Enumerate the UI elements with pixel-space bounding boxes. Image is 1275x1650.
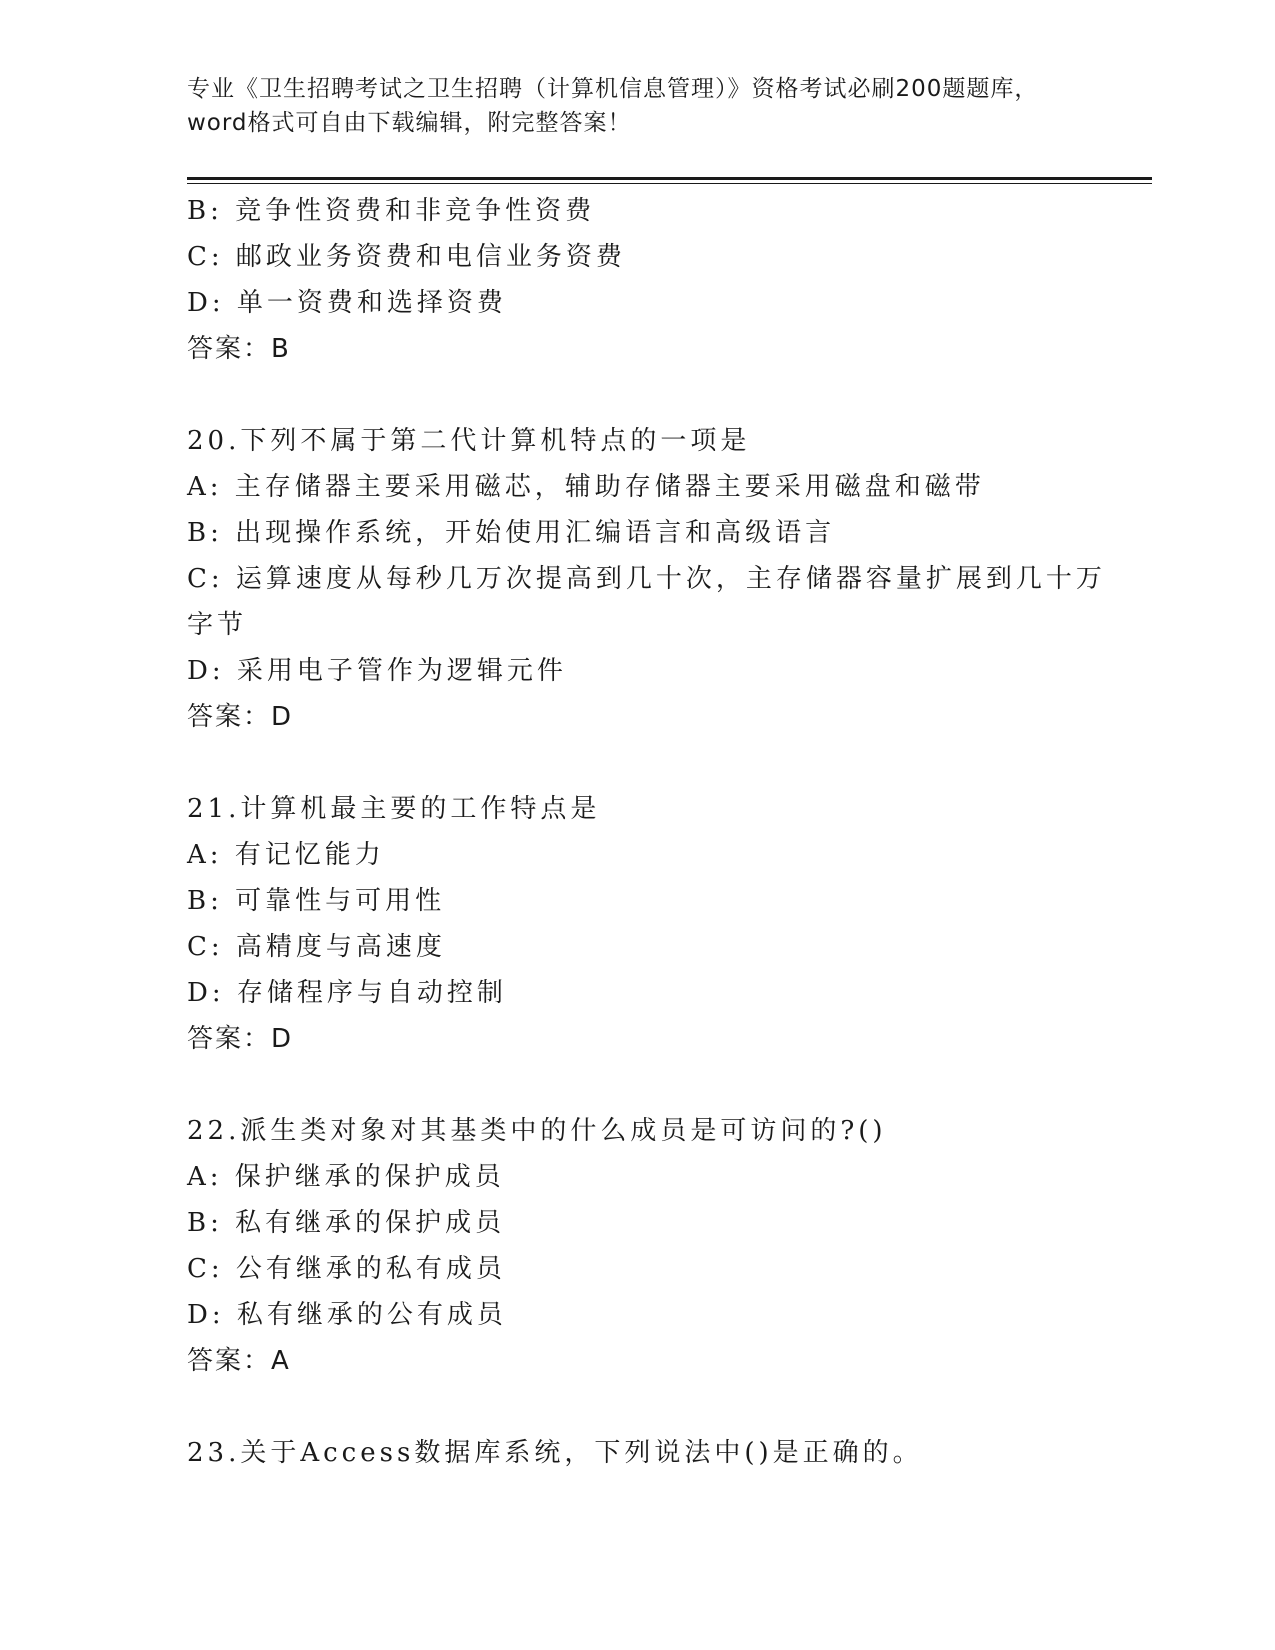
question-22 — [187, 1108, 1147, 1384]
option-d: D: 存储程序与自动控制 — [187, 978, 507, 1008]
option-b: B: 私有继承的保护成员 — [187, 1208, 506, 1238]
question-text: 23.关于Access数据库系统，下列说法中()是正确的。 — [187, 1438, 923, 1468]
option-c: C: 公有继承的私有成员 — [187, 1254, 506, 1284]
question-text: 22.派生类对象对其基类中的什么成员是可访问的?() — [187, 1116, 887, 1146]
option-c-line-1: C: 运算速度从每秒几万次提高到几十次，主存储器容量扩展到几十万 — [187, 564, 1106, 594]
question-21 — [187, 786, 1147, 1062]
question-text: 20.下列不属于第二代计算机特点的一项是 — [187, 426, 751, 456]
question-23 — [187, 1430, 1147, 1476]
question-text: 21.计算机最主要的工作特点是 — [187, 794, 601, 824]
option-c-line-2: 字节 — [187, 610, 248, 640]
question-list — [187, 188, 1147, 1476]
option-d: D: 采用电子管作为逻辑元件 — [187, 656, 567, 686]
option-c: C: 邮政业务资费和电信业务资费 — [187, 242, 626, 272]
option-d: D: 私有继承的公有成员 — [187, 1300, 507, 1330]
document-header — [187, 72, 1087, 140]
header-divider-thin — [187, 183, 1152, 184]
option-b: B: 出现操作系统，开始使用汇编语言和高级语言 — [187, 518, 836, 548]
option-b: B: 竞争性资费和非竞争性资费 — [187, 196, 596, 226]
header-line-2: word格式可自由下载编辑，附完整答案！ — [187, 110, 632, 136]
option-b: B: 可靠性与可用性 — [187, 886, 446, 916]
answer: 答案：A — [187, 1346, 291, 1376]
answer: 答案：D — [187, 702, 294, 732]
question-20 — [187, 418, 1147, 740]
question-19-tail — [187, 188, 1147, 372]
option-d: D: 单一资费和选择资费 — [187, 288, 507, 318]
option-c: C: 高精度与高速度 — [187, 932, 446, 962]
header-divider-thick — [187, 177, 1152, 180]
option-a: A: 有记忆能力 — [187, 840, 385, 870]
option-a: A: 主存储器主要采用磁芯，辅助存储器主要采用磁盘和磁带 — [187, 472, 985, 502]
answer: 答案：B — [187, 334, 291, 364]
option-a: A: 保护继承的保护成员 — [187, 1162, 505, 1192]
answer: 答案：D — [187, 1024, 294, 1054]
header-line-1: 专业《卫生招聘考试之卫生招聘（计算机信息管理）》资格考试必刷200题题库， — [187, 76, 1039, 102]
